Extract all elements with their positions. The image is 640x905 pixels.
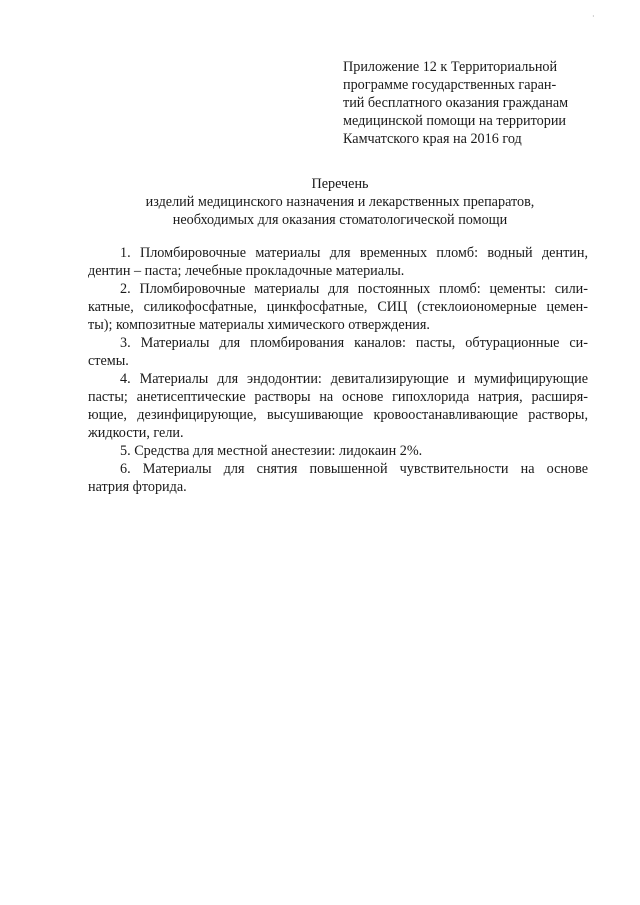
appendix-line: программе государственных гаран- <box>343 77 557 93</box>
list-item-line: натрия фторида. <box>88 479 187 495</box>
list-item-line: 5. Средства для местной анестезии: лидокаин 2%. <box>120 443 423 459</box>
appendix-line: медицинской помощи на территории <box>343 113 567 129</box>
appendix-line: тий бесплатного оказания гражданам <box>343 95 569 111</box>
title-line: необходимых для оказания стоматологической помощи <box>172 212 508 228</box>
list-item-line: 4. Материалы для эндодонтии: девитализирующие и мумифицирующие <box>120 371 588 387</box>
list-item-line: 3. Материалы для пломбирования каналов: пасты, обтурационные си- <box>120 335 588 351</box>
list-item-line: катные, силикофосфатные, цинкфосфатные, СИЦ (стеклоиономерные цемен- <box>88 299 588 315</box>
appendix-line: Приложение 12 к Территориальной <box>343 59 558 75</box>
list-item-line: жидкости, гели. <box>88 425 184 441</box>
list-item-line: 1. Пломбировочные материалы для временных пломб: водный дентин, <box>120 245 588 261</box>
appendix-line: Камчатского края на 2016 год <box>343 131 522 147</box>
list-item-line: дентин – паста; лечебные прокладочные материалы. <box>88 263 405 279</box>
list-item-line: 6. Материалы для снятия повышенной чувствительности на основе <box>120 461 588 477</box>
document-title <box>90 175 590 229</box>
list-item-line: стемы. <box>88 353 129 369</box>
list-item-line: пасты; анетисептические растворы на основе гипохлорида натрия, расширя- <box>88 389 588 405</box>
list-item-line: ющие, дезинфицирующие, высушивающие кровоостанавливающие растворы, <box>88 407 588 423</box>
list-item-line: 2. Пломбировочные материалы для постоянных пломб: цементы: сили- <box>120 281 588 297</box>
materials-list <box>88 244 588 496</box>
scan-mark: · <box>592 12 595 21</box>
title-heading: Перечень <box>311 176 369 192</box>
title-line: изделий медицинского назначения и лекарственных препаратов, <box>145 194 535 210</box>
list-item-line: ты); композитные материалы химического отверждения. <box>88 317 430 333</box>
appendix-header <box>343 58 593 148</box>
